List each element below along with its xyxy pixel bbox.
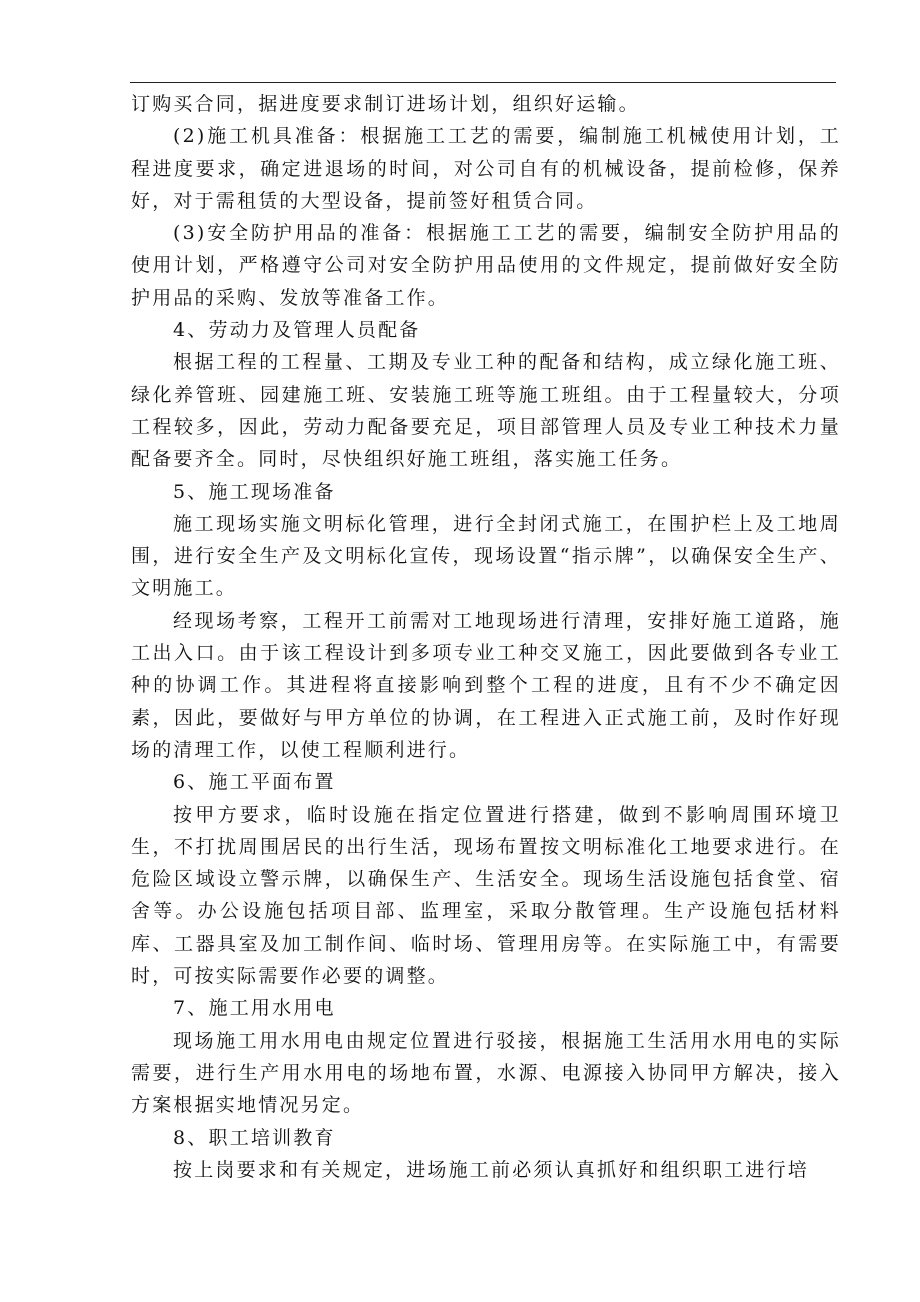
paragraph-safety-gear-preparation: (3)安全防护用品的准备：根据施工工艺的需要，编制安全防护用品的使用计划，严格遵守公司对安全防护用品使用的文件规定，提前做好安全防护用品的采购、发放等准备工作。 (131, 222, 841, 309)
document-body (131, 88, 841, 1186)
section-heading-site-preparation: 5、施工现场准备 (173, 480, 336, 503)
paragraph-labor: 根据工程的工程量、工期及专业工种的配备和结构，成立绿化施工班、绿化养管班、园建施工班、安装施工班等施工班组。由于工程量较大，分项工程较多，因此，劳动力配备要充足，项目部管理人员及专业工种技术力量配备要齐全。同时，尽快组织好施工班组，落实施工任务。 (131, 351, 841, 471)
paragraph-equipment-preparation: (2)施工机具准备：根据施工工艺的需要，编制施工机械使用计划，工程进度要求，确定进退场的时间，对公司自有的机械设备，提前检修，保养好，对于需租赁的大型设备，提前签好租赁合同。 (131, 125, 841, 212)
section-heading-water-power: 7、施工用水用电 (173, 997, 336, 1020)
paragraph-continuation: 订购买合同，据进度要求制订进场计划，组织好运输。 (131, 93, 640, 115)
paragraph-site-layout: 按甲方要求，临时设施在指定位置进行搭建，做到不影响周围环境卫生，不打扰周围居民的出行生活，现场布置按文明标准化工地要求进行。在危险区域设立警示牌，以确保生产、生活安全。现场生活设施包括食堂、宿舍等。办公设施包括项目部、监理室，采取分散管理。生产设施包括材料库、工器具室及加工制作间、临时场、管理用房等。在实际施工中，有需要时，可按实际需要作必要的调整。 (131, 803, 841, 988)
section-heading-site-layout: 6、施工平面布置 (173, 771, 336, 794)
paragraph-training: 按上岗要求和有关规定，进场施工前必须认真抓好和组织职工进行培 (173, 1158, 810, 1181)
section-heading-labor: 4、劳动力及管理人员配备 (173, 319, 421, 342)
section-heading-training: 8、职工培训教育 (173, 1126, 336, 1149)
header-rule (130, 82, 836, 83)
paragraph-site-management: 施工现场实施文明标化管理，进行全封闭式施工，在围护栏上及工地周围，进行安全生产及文明标化宣传，现场设置“指示牌”，以确保安全生产、文明施工。 (131, 512, 841, 600)
paragraph-water-power: 现场施工用水用电由规定位置进行驳接，根据施工生活用水用电的实际需要，进行生产用水用电的场地布置，水源、电源接入协同甲方解决，接入方案根据实地情况另定。 (131, 1029, 841, 1117)
paragraph-site-clearing: 经现场考察，工程开工前需对工地现场进行清理，安排好施工道路，施工出入口。由于该工程设计到多项专业工种交叉施工，因此要做到各专业工种的协调工作。其进程将直接影响到整个工程的进度，且有不少不确定因素，因此，要做好与甲方单位的协调，在工程进入正式施工前，及时作好现场的清理工作，以使工程顺利进行。 (131, 609, 841, 761)
